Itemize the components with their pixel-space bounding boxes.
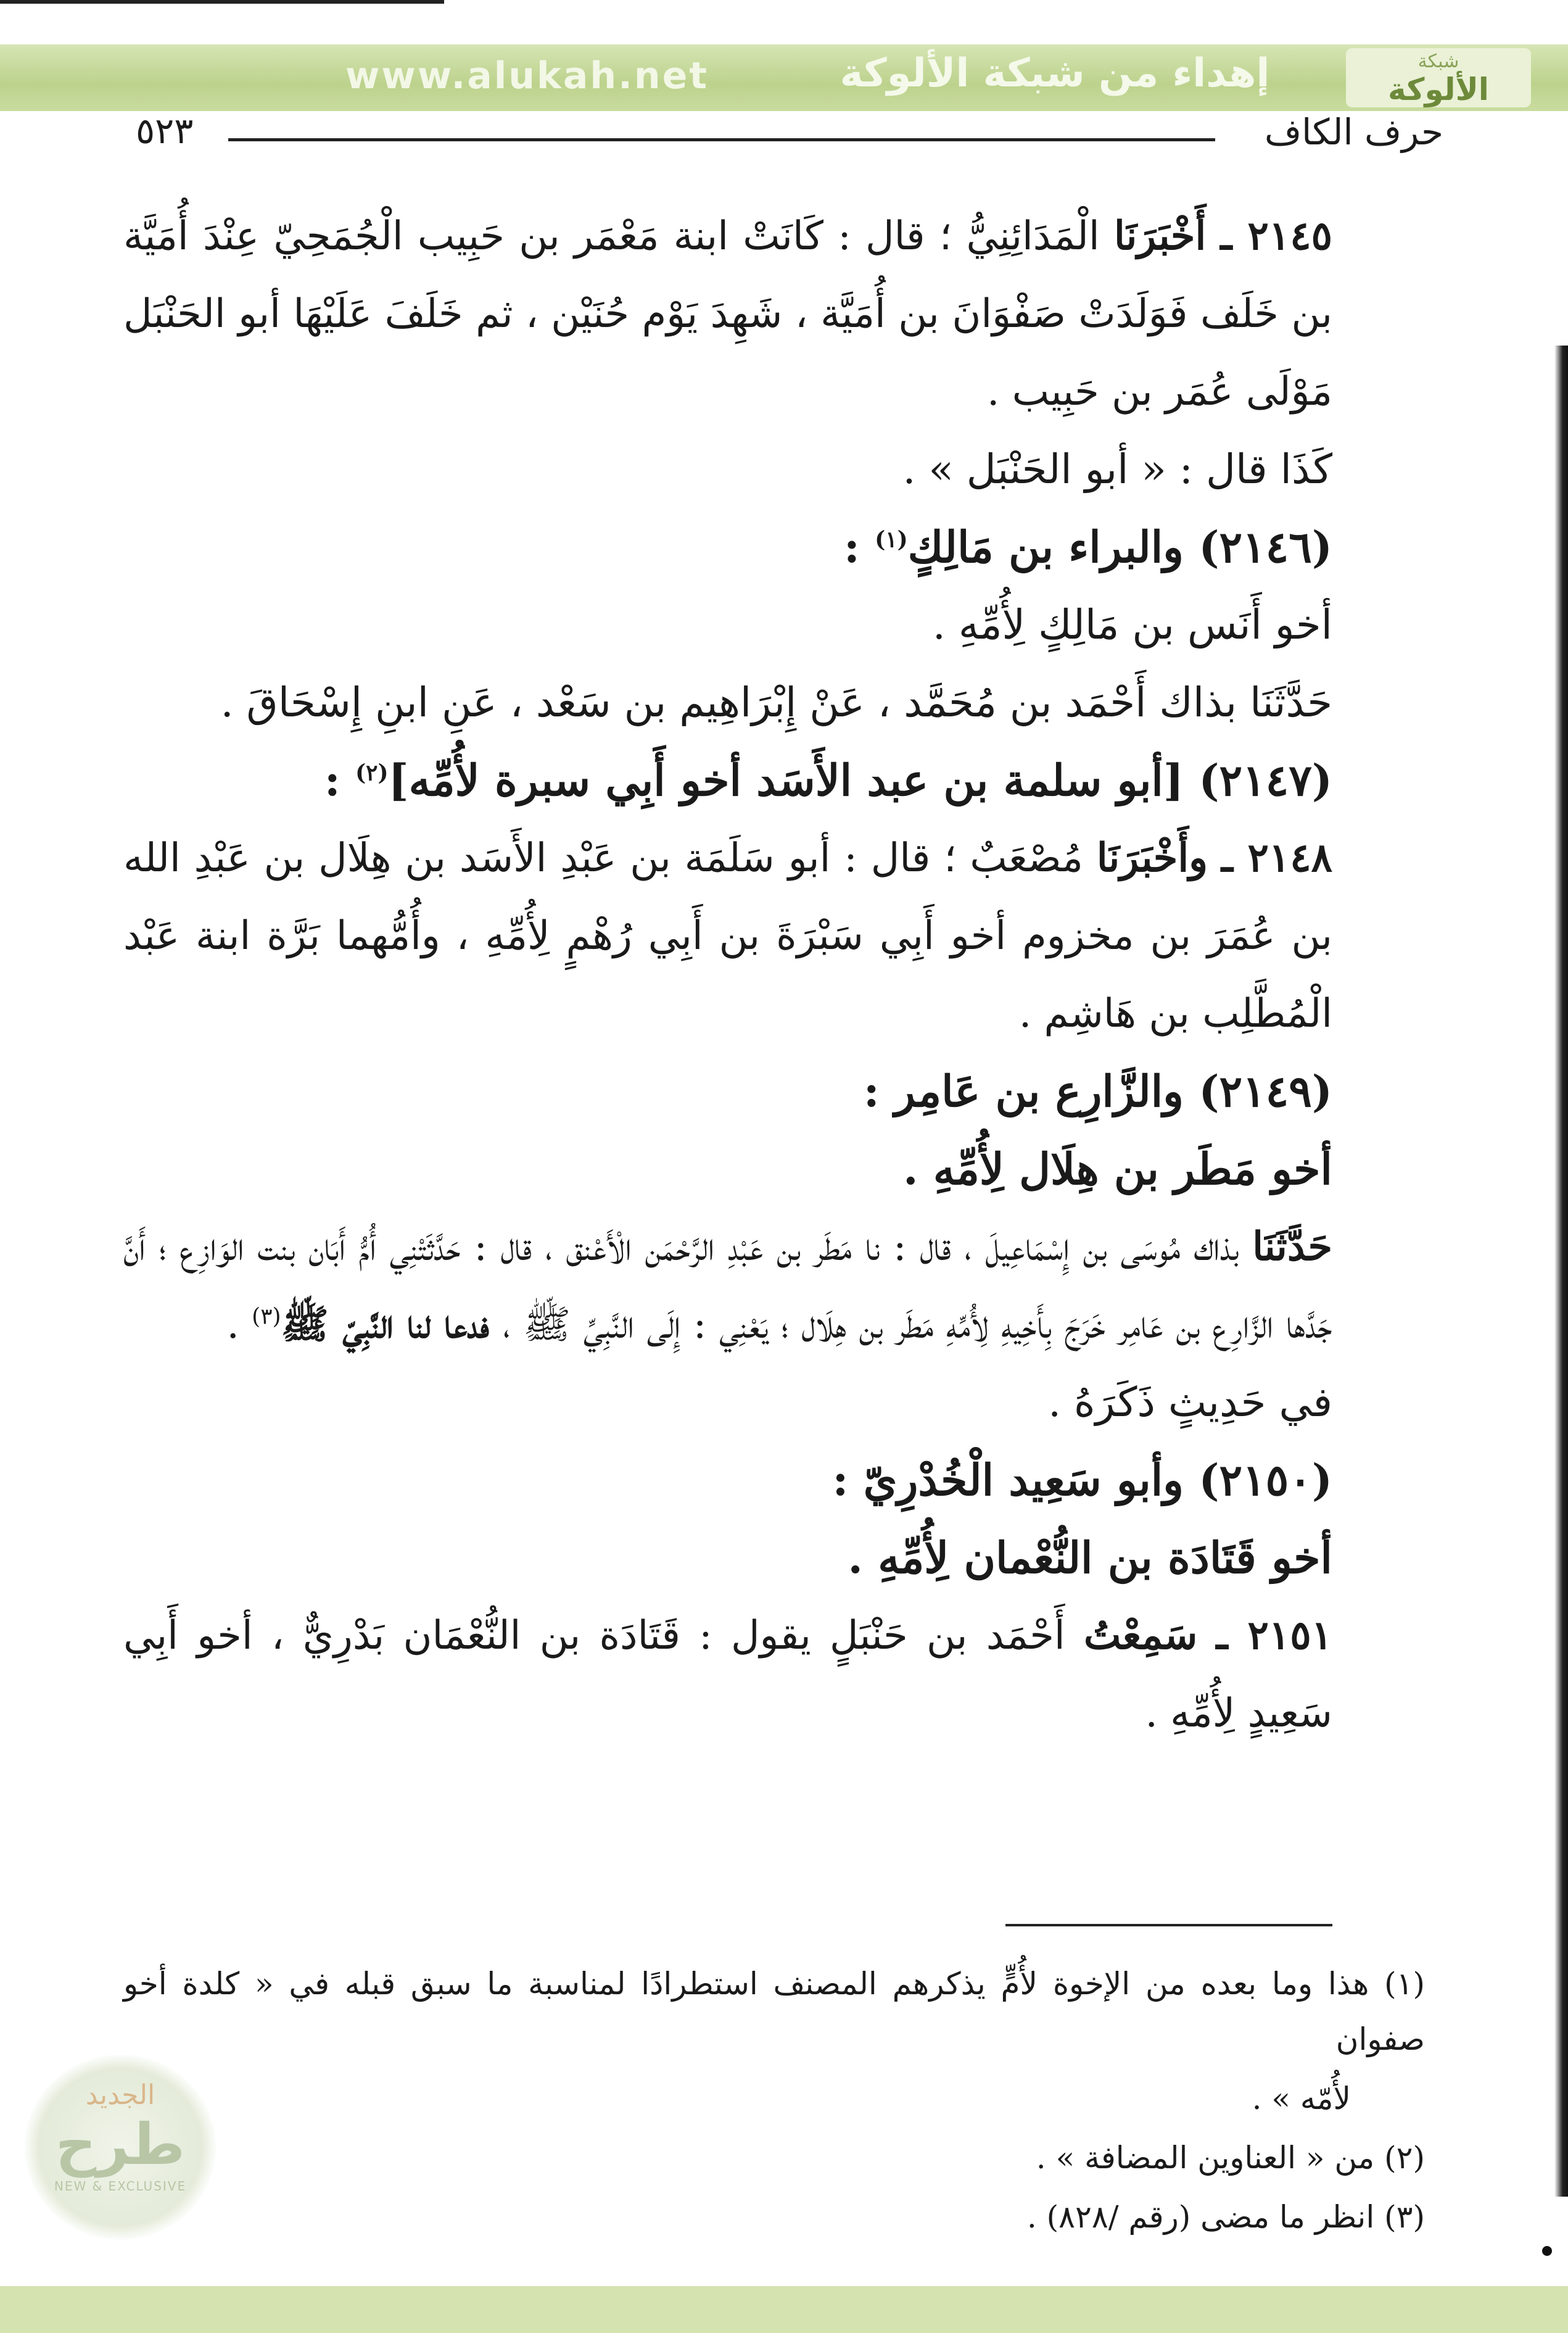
entry-2149: (٢١٤٩) والزَّارِع بن عَامِر : (863, 1066, 1332, 1117)
watermark-stamp (25, 2055, 216, 2240)
page-body (123, 197, 1388, 1752)
narration-text: أَحْمَد بن حَنْبَلٍ يقول : قَتَادَة بن النُّعْمَان بَدْرِيٌّ ، أخو أَبِي سَعِيدٍ لِأُمِّهِ . (123, 1613, 1332, 1736)
site-banner (0, 44, 1568, 111)
footnote-ref[interactable]: (٢) (355, 760, 389, 786)
paragraph-2151 (123, 1597, 1388, 1752)
paragraph-2148 (123, 819, 1388, 1053)
entry-2150: (٢١٥٠) وأبو سَعِيد الْخُدْرِيّ : (832, 1454, 1332, 1506)
edge-mark (1542, 2246, 1552, 2256)
entry-title: (٢١٤٧) [أبو سلمة بن عبد الأَسَد أخو أَبِي سبرة لأُمِّه] (388, 755, 1332, 806)
stamp-main-text: طرح (55, 2111, 186, 2178)
entry-2147: (٢١٤٧) [أبو سلمة بن عبد الأَسَد أخو أَبِي سبرة لأُمِّه]$^{(٢)}$ : (324, 755, 1332, 806)
logo-main-text: الألوكة (1388, 72, 1489, 107)
footnote-3: (٣) انظر ما مضى (رقم /٨٢٨) . (1026, 2199, 1425, 2235)
stamp-top-text: الجديد (85, 2079, 155, 2111)
narration-text: الْمَدَائِنِيُّ ؛ قال : كَانَتْ ابنة مَعْمَر بن حَبِيب الْجُمَحِيّ عِنْدَ أُمَيَّة بن خَلَف فَوَلَدَتْ صَفْوَانَ بن أُمَيَّة ، شَهِدَ يَوْم حُنَيْن ، ثم خَلَفَ عَلَيْهَا أبو الحَنْبَل مَوْلَى عُمَر بن حَبِيب . (123, 213, 1333, 415)
entry-description: أخو مَطَر بن هِلَال لِأُمِّهِ . (903, 1143, 1332, 1195)
narration-number: ٢١٤٨ ـ (1221, 835, 1333, 881)
entry-description: أخو قَتَادَة بن النُّعْمان لِأُمِّهِ . (848, 1532, 1332, 1583)
narration-number: ٢١٤٥ ـ (1220, 213, 1333, 259)
banner-gift-text: إهداء من شبكة الألوكة (840, 51, 1270, 96)
banner-url[interactable]: www.alukah.net (345, 54, 709, 97)
header-rule (228, 138, 1215, 141)
top-rule (0, 0, 444, 4)
comment-line: في حَدِيثٍ ذَكَرَهُ . (1048, 1378, 1332, 1426)
narration-text: بذاك مُوسَى بن إِسْمَاعِيلَ ، قال : نا مَطَر بن عَبْدِ الرَّحْمَن الْأَعْنق ، قال : حَدَّثَتْنِي أُمُّ أَبَان بنت الوَازِع ؛ أَنَّ جَدَّها الزَّارِع بن عَامِر خَرَجَ بِأَخِيهِ لِأُمِّهِ مَطَر بن هِلَال ؛ يَعْنِي : إِلَى النَّبِيِّ ﷺ ، (123, 1224, 1332, 1348)
paragraph-2145 (123, 197, 1388, 431)
narration-lead: وأَخْبَرَنَا (1096, 835, 1208, 881)
footnote-2: (٢) من « العناوين المضافة » . (1036, 2140, 1425, 2176)
narration-lead: أَخْبَرَنَا (1113, 213, 1207, 259)
chain-of-narration: حَدَّثَنَا بذاك أَحْمَد بن مُحَمَّد ، عَنْ إِبْرَاهِيم بن سَعْد ، عَنِ ابنِ إِسْحَاقَ . (220, 679, 1332, 726)
page-number: ٥٢٣ (136, 110, 194, 152)
narration-lead: حَدَّثَنَا (1252, 1224, 1332, 1270)
chapter-title: حرف الكاف (1264, 111, 1443, 153)
footnote-separator (1005, 1924, 1332, 1926)
footnote-ref[interactable]: (٣) (252, 1304, 281, 1330)
entry-description: أخو أَنَس بن مَالِكٍ لِأُمِّهِ . (932, 601, 1332, 649)
page-edge-shadow (1554, 346, 1568, 2197)
bottom-banner (0, 2286, 1568, 2333)
footnote-1: (١) هذا وما بعده من الإخوة لأُمٍّ يذكرهم المصنف استطرادًا لمناسبة ما سبق قبله في « كلدة أخو صفوان (123, 1966, 1425, 2057)
narration-text: مُصْعَبٌ ؛ قال : أبو سَلَمَة بن عَبْدِ الأَسَد بن هِلَال بن عَبْدِ الله بن عُمَرَ بن مخزوم أخو أَبِي سَبْرَةَ بن أَبِي رُهْمٍ لِأُمِّهِ ، وأُمُّهما بَرَّة ابنة عَبْد الْمُطَّلِب بن هَاشِم . (123, 835, 1333, 1037)
footnote-ref[interactable]: (١) (875, 526, 908, 553)
page-header (136, 111, 1443, 160)
narration-paragraph: حَدَّثَنَا بذاك مُوسَى بن إِسْمَاعِيلَ ، قال : نا مَطَر بن عَبْدِ الرَّحْمَن الْأَعْنق ، قال : حَدَّثَتْنِي أُمُّ أَبَان بنت الوَازِع ؛ أَنَّ جَدَّها الزَّارِع بن عَامِر خَرَجَ بِأَخِيهِ لِأُمِّهِ مَطَر بن هِلَال ؛ يَعْنِي : إِلَى النَّبِيِّ ﷺ ، فدعا لنا النَّبِيّ ﷺ$^{(٣)}$ . (123, 1224, 1332, 1348)
footnotes (123, 1956, 1425, 2248)
comment-line: كَذَا قال : « أبو الحَنْبَل » . (902, 445, 1332, 493)
narration-lead: سَمِعْتُ (1083, 1612, 1198, 1659)
narration-bold-text: فدعا لنا النَّبِيّ ﷺ (281, 1301, 503, 1348)
entry-2146: (٢١٤٦) والبراء بن مَالِكٍ$^{(١)}$ : (843, 521, 1332, 573)
footnote-1-continued: لأُمّه » . (1252, 2081, 1351, 2116)
entry-title: (٢١٤٦) والبراء بن مَالِكٍ (907, 521, 1332, 573)
logo-small-text: شبكة (1417, 51, 1459, 72)
narration-number: ٢١٥١ ـ (1216, 1612, 1333, 1659)
alukah-logo (1346, 48, 1531, 107)
stamp-sub-text: NEW & EXCLUSIVE (54, 2179, 187, 2194)
